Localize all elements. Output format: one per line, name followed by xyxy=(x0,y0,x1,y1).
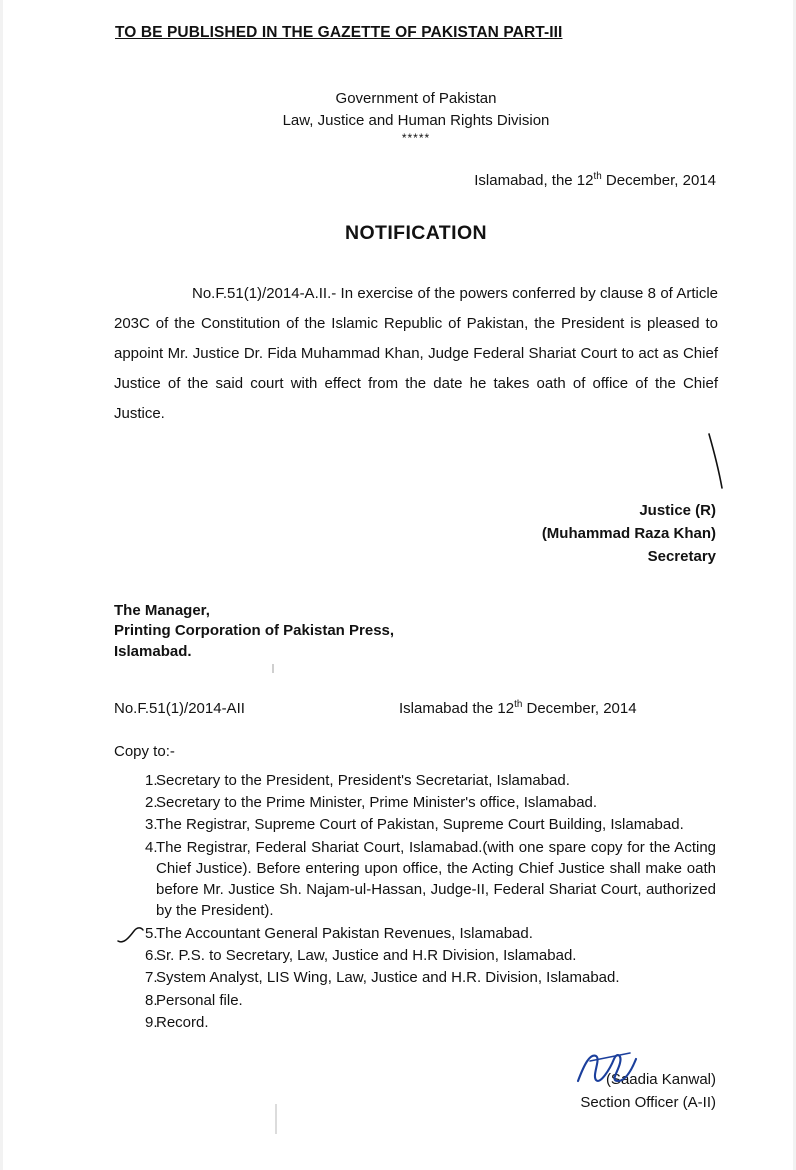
signature-line-name: (Muhammad Raza Khan) xyxy=(541,525,716,543)
bottom-signature-designation: Section Officer (A-II) xyxy=(580,1093,716,1111)
page-left-edge xyxy=(0,0,3,1170)
list-item-text: Personal file. xyxy=(156,991,243,1009)
list-item-text: Sr. P.S. to Secretary, Law, Justice and H.R Division, Islamabad. xyxy=(156,947,577,965)
signature-line-designation: Secretary xyxy=(647,548,716,566)
list-item xyxy=(114,1012,718,1033)
list-item-text: Record. xyxy=(156,1013,209,1031)
list-item-number: 4. xyxy=(145,838,158,856)
scan-streak xyxy=(275,1104,277,1134)
list-item-text: System Analyst, LIS Wing, Law, Justice and H.R. Division, Islamabad. xyxy=(156,969,620,987)
list-item xyxy=(114,945,718,966)
org-line-division: Law, Justice and Human Rights Division xyxy=(282,111,550,129)
dateline-ordinal: th xyxy=(593,170,602,182)
dateline xyxy=(114,171,718,189)
copy-distribution-list xyxy=(114,770,718,1034)
list-item-text: The Registrar, Supreme Court of Pakistan, Supreme Court Building, Islamabad. xyxy=(156,816,684,834)
reference-place-prefix: Islamabad the 12 xyxy=(399,699,515,717)
list-item-number: 3. xyxy=(145,816,158,834)
dateline-prefix: Islamabad, the 12 xyxy=(474,171,594,189)
list-item xyxy=(114,967,718,988)
copy-to-label: Copy to:- xyxy=(114,742,175,760)
addressee-line-manager: The Manager, xyxy=(114,601,210,619)
list-item-number: 6. xyxy=(145,947,158,965)
list-item-number: 8. xyxy=(145,991,158,1009)
organization-block xyxy=(114,88,718,147)
bottom-signature-block xyxy=(114,1069,718,1114)
pen-stroke-mark-icon xyxy=(706,432,728,490)
list-item-number: 9. xyxy=(145,1013,158,1031)
list-item-number: 5. xyxy=(145,924,158,942)
list-item-number: 2. xyxy=(145,794,158,811)
list-item-text: Secretary to the President, President's Secretariat, Islamabad. xyxy=(156,771,570,789)
dateline-suffix: December, 2014 xyxy=(601,171,716,189)
list-item-number: 1. xyxy=(145,771,158,789)
list-item xyxy=(114,990,718,1011)
list-item-text: Secretary to the Prime Minister, Prime Minister's office, Islamabad. xyxy=(156,794,598,811)
reference-place-suffix: December, 2014 xyxy=(522,699,637,717)
addressee-block xyxy=(114,601,718,663)
document-content xyxy=(114,0,718,1114)
list-item xyxy=(114,814,718,835)
gazette-header: TO BE PUBLISHED IN THE GAZETTE OF PAKISTAN PART-III xyxy=(115,24,563,41)
signature-line-justice: Justice (R) xyxy=(639,501,716,519)
addressee-line-city: Islamabad. xyxy=(114,643,192,661)
list-item xyxy=(114,837,718,922)
reference-place-ordinal: th xyxy=(514,698,523,710)
list-item xyxy=(114,770,718,791)
reference-row xyxy=(114,699,718,717)
list-item xyxy=(114,792,718,813)
reference-number: No.F.51(1)/2014-AII xyxy=(114,699,245,717)
handwritten-tick-icon xyxy=(116,925,146,947)
reference-place-date xyxy=(399,699,718,717)
list-item-number: 7. xyxy=(145,969,158,987)
org-line-government: Government of Pakistan xyxy=(335,90,497,107)
list-item-text: The Accountant General Pakistan Revenues, Islamabad. xyxy=(156,924,533,942)
list-item-text: The Registrar, Federal Shariat Court, Islamabad.(with one spare copy for the Acting Chief Justice). Before entering upon office, the Acting Chief Justice shall make oath before Mr. Justice Sh. Najam-ul-Hassan, Judge-II, Federal Shariat Court, authorized by the President). xyxy=(156,838,716,920)
handwritten-signature-icon xyxy=(570,1047,640,1089)
signature-block xyxy=(114,499,718,569)
list-item xyxy=(114,923,718,944)
scan-speck xyxy=(272,664,274,673)
bottom-signature-name: (Saadia Kanwal) xyxy=(605,1071,716,1089)
body-paragraph: No.F.51(1)/2014-A.II.- In exercise of the powers conferred by clause 8 of Article 203C of the Constitution of the Islamic Republic of Pakistan, the President is pleased to appoint Mr. Justice Dr. Fida Muhammad Khan, Judge Federal Shariat Court to act as Chief Justice of the said court with effect from the date he takes oath of office of the Chief Justice. xyxy=(114,284,718,422)
addressee-line-organization: Printing Corporation of Pakistan Press, xyxy=(114,622,395,640)
page-title: NOTIFICATION xyxy=(344,221,487,244)
org-separator-stars: ***** xyxy=(401,130,431,145)
